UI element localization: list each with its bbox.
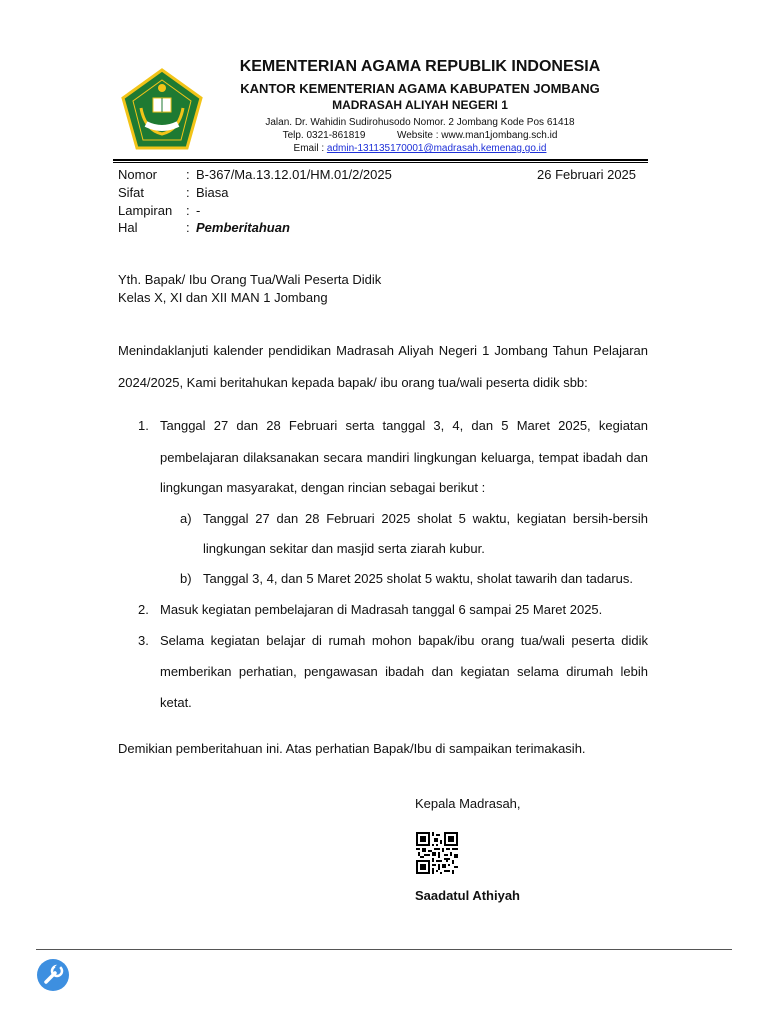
nomor-value: B-367/Ma.13.12.01/HM.01/2/2025: [196, 167, 392, 182]
header-contact: [205, 130, 635, 141]
kemenag-logo: [119, 68, 205, 152]
intro-line-1: Menindaklanjuti kalender pendidikan Madrasah Aliyah Negeri 1 Jombang Tahun Pelajaran: [118, 343, 648, 358]
lampiran-value: -: [196, 203, 201, 218]
hal-value: Pemberitahuan: [196, 220, 290, 235]
colon: :: [186, 167, 190, 182]
sifat-value: Biasa: [196, 185, 229, 200]
item-2-number: 2.: [138, 602, 149, 617]
sub-b-line-1: Tanggal 3, 4, dan 5 Maret 2025 sholat 5 waktu, sholat tawarih dan tadarus.: [203, 571, 633, 586]
item-3-line-3: ketat.: [160, 695, 192, 710]
item-2-line-1: Masuk kegiatan pembelajaran di Madrasah tanggal 6 sampai 25 Maret 2025.: [160, 602, 603, 617]
header-divider-thin: [113, 162, 648, 163]
footer-divider: [36, 949, 732, 950]
item-1-number: 1.: [138, 418, 149, 433]
header-divider: [113, 159, 648, 161]
header-school: MADRASAH ALIYAH NEGERI 1: [332, 98, 508, 112]
header-ministry: KEMENTERIAN AGAMA REPUBLIK INDONESIA: [239, 58, 601, 75]
sub-a-label: a): [180, 511, 192, 526]
header-phone: Telp. 0321-861819: [282, 130, 366, 141]
item-1-line-1: Tanggal 27 dan 28 Februari serta tanggal 3, 4, dan 5 Maret 2025, kegiatan: [160, 418, 648, 433]
item-1-line-3: lingkungan masyarakat, dengan rincian sebagai berikut :: [160, 480, 486, 495]
sifat-label: Sifat: [118, 185, 145, 200]
lampiran-label: Lampiran: [118, 203, 173, 218]
header-website[interactable]: Website : www.man1jombang.sch.id: [396, 130, 558, 141]
colon: :: [186, 185, 190, 200]
item-3-line-1: Selama kegiatan belajar di rumah mohon bapak/ibu orang tua/wali peserta didik: [160, 633, 648, 648]
recipient-line-2: Kelas X, XI dan XII MAN 1 Jombang: [118, 290, 328, 305]
closing-text: Demikian pemberitahuan ini. Atas perhatian Bapak/Ibu di sampaikan terimakasih.: [118, 741, 586, 756]
letter-date: 26 Februari 2025: [537, 167, 637, 182]
nomor-label: Nomor: [118, 167, 158, 182]
signature-title: Kepala Madrasah,: [415, 796, 521, 811]
recipient-line-1: Yth. Bapak/ Ibu Orang Tua/Wali Peserta Didik: [118, 272, 382, 287]
item-3-line-2: memberikan perhatian, pengawasan ibadah dan kegiatan selama dirumah lebih: [160, 664, 648, 679]
hal-label: Hal: [118, 220, 138, 235]
header-email-link[interactable]: admin-131135170001@madrasah.kemenag.go.id: [326, 143, 547, 154]
sub-a-line-1: Tanggal 27 dan 28 Februari 2025 sholat 5 waktu, kegiatan bersih-bersih: [203, 511, 648, 526]
colon: :: [186, 203, 190, 218]
intro-line-2: 2024/2025, Kami beritahukan kepada bapak/ ibu orang tua/wali peserta didik sbb:: [118, 375, 588, 390]
sub-b-label: b): [180, 571, 192, 586]
item-1-line-2: pembelajaran dilaksanakan secara mandiri lingkungan keluarga, tempat ibadah dan: [160, 450, 648, 465]
item-3-number: 3.: [138, 633, 149, 648]
wrench-icon[interactable]: [36, 958, 70, 992]
header-office: KANTOR KEMENTERIAN AGAMA KABUPATEN JOMBANG: [240, 81, 600, 96]
colon: :: [186, 220, 190, 235]
header-address: Jalan. Dr. Wahidin Sudirohusodo Nomor. 2 Jombang Kode Pos 61418: [265, 117, 575, 128]
signatory-name: Saadatul Athiyah: [415, 888, 520, 903]
sub-a-line-2: lingkungan sekitar dan masjid serta ziarah kubur.: [203, 541, 485, 556]
qr-code-icon: [416, 832, 458, 874]
header-email-line: [205, 143, 635, 154]
header-email-label: Email :: [293, 143, 325, 154]
